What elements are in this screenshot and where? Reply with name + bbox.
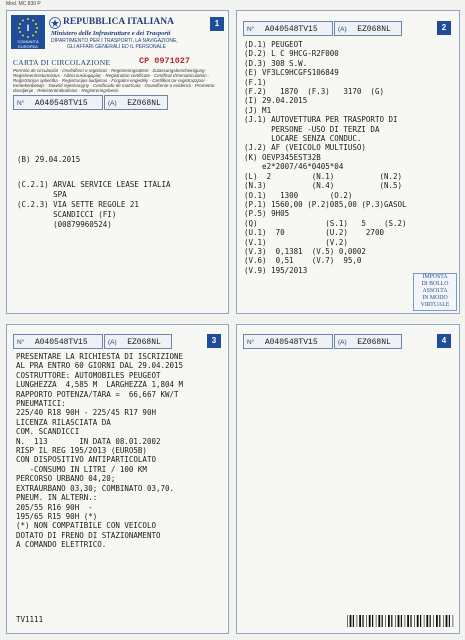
note-line: COM. SCANDICCI <box>16 427 80 437</box>
field-line: PERSONE -USO DI TERZI DA <box>244 124 380 134</box>
barcode-bar <box>449 615 450 627</box>
field-c23-city: SCANDICCI (FI) <box>17 210 117 219</box>
field-line: (D.3) 308 S.W. <box>244 58 308 68</box>
field-line: (J.1) AUTOVETTURA PER TRASPORTO DI <box>244 115 398 125</box>
barcode-bar <box>405 615 406 627</box>
barcode-bar <box>430 615 431 627</box>
barcode-bar <box>372 615 373 627</box>
field-line: (L) 2 (N.1) (N.2) <box>244 171 403 181</box>
field-line: (V.1) (V.2) <box>244 237 348 247</box>
field-b: (B) 29.04.2015 <box>17 155 81 164</box>
doc-number-box <box>243 21 333 36</box>
republic-emblem-icon <box>49 17 61 29</box>
field-c23-code: (00879960524) <box>17 220 112 229</box>
department-line-1: DIPARTIMENTO PER I TRASPORTI, LA NAVIGAZIONE, <box>51 38 178 44</box>
doc-number-label: N° <box>17 100 25 107</box>
note-line: RISP IL REG 195/2013 (EURO5B) <box>16 446 147 456</box>
doc-number-label: N° <box>247 26 255 33</box>
field-line: (O.1) 1300 (O.2) <box>244 190 353 200</box>
barcode-bar <box>453 615 454 627</box>
form-code: Mod. MC 830 P <box>6 1 41 7</box>
notes-block <box>16 352 183 550</box>
note-line: PNEUMATICI: <box>16 399 66 409</box>
barcode-bar <box>357 615 358 627</box>
barcode-bar <box>401 615 402 627</box>
field-line: (F.1) <box>244 77 267 87</box>
eu-letter: I <box>26 23 30 33</box>
field-line: (U.1) 70 (U.2) 2700 <box>244 228 384 238</box>
barcode-bar <box>426 615 428 627</box>
note-line: CON DISPOSITIVO ANTIPARTICOLATO <box>16 455 156 465</box>
doc-number-label: N° <box>247 339 255 346</box>
plate-label: (A) <box>338 339 347 346</box>
field-line: (J.2) AF (VEICOLO MULTIUSO) <box>244 143 366 153</box>
note-line: LUNGHEZZA 4,585 M LARGHEZZA 1,804 M <box>16 380 184 390</box>
document-title: CARTA DI CIRCOLAZIONE <box>13 58 111 67</box>
barcode-bar <box>388 615 390 627</box>
note-line: DOTATO DI FRENO DI STAZIONAMENTO <box>16 530 161 540</box>
barcode-bar <box>385 615 386 627</box>
note-line: -CONSUMO IN LITRI / 100 KM <box>16 464 147 474</box>
barcode-bar <box>410 615 411 627</box>
republic-title: REPUBBLICA ITALIANA <box>63 17 174 27</box>
plate-box <box>104 334 172 349</box>
barcode-bar <box>414 615 415 627</box>
serial-number: CP 0971027 <box>139 56 191 66</box>
note-line: PERCORSO URBANO 04,20; <box>16 474 116 484</box>
note-line: 195/65 R15 90H (*) <box>16 511 98 521</box>
doc-number: A040548TV15 <box>264 25 318 34</box>
note-line: A COMANDO ELETTRICO. <box>16 540 107 550</box>
barcode-bar <box>378 615 380 627</box>
eu-flag <box>11 15 45 49</box>
stamp-line: IN MODO <box>422 295 448 301</box>
vehicle-fields <box>244 40 407 275</box>
barcode-bar <box>362 615 363 627</box>
doc-number-box <box>13 95 103 110</box>
multilingual-fine-print: Permiso de circulación · Osvědčení o registraci · Registreringsattest · Zulassungsbescheinigung · Registreerimistunnistus · Άδεια κυκλοφορίας · Registration certificate · Certificat d'immatriculation · Reģistrācijas apliecība · Registracijos liudijimas · Forgalmi engedély · Certifikat tar-reġistrazzjoni · Kentekenbewijs · Dowód rejestracyjny · Certificado de matrícula · Osvedčenie o evidencii · Prometno dovoljenje · Rekisteröintitodistus · Registreringsbevis <box>13 68 215 93</box>
plate-number: EZ068NL <box>357 338 391 347</box>
field-line: (P.1) 1560,00 (P.2)085,00 (P.3)GASOL <box>244 199 407 209</box>
doc-number: A040548TV15 <box>264 338 318 347</box>
barcode <box>347 615 455 627</box>
field-line: (V.3) 0,1381 (V.5) 0,0002 <box>244 246 366 256</box>
plate-box <box>334 334 402 349</box>
barcode-bar <box>382 615 383 627</box>
plate-number: EZ068NL <box>357 25 391 34</box>
field-line: (K) OEVP345EST32B <box>244 152 321 162</box>
barcode-bar <box>350 615 352 627</box>
barcode-bar <box>443 615 444 627</box>
stamp-line: VIRTUALE <box>420 302 450 308</box>
field-line: (D.1) PEUGEOT <box>244 40 303 49</box>
panel-number-1: 1 <box>210 17 224 31</box>
barcode-bar <box>353 615 354 627</box>
plate-label: (A) <box>108 100 117 107</box>
panel-number-3: 3 <box>207 334 221 348</box>
barcode-bar <box>446 615 448 627</box>
barcode-bar <box>407 615 409 627</box>
doc-number: A040548TV15 <box>34 99 88 108</box>
field-line: (P.5) 9H05 <box>244 209 290 219</box>
barcode-bar <box>439 615 440 627</box>
field-line: (I) 29.04.2015 <box>244 96 308 106</box>
field-line: (Q) (S.1) 5 (S.2) <box>244 218 407 228</box>
field-line: e2*2007/46*0405*04 <box>244 162 344 172</box>
note-line: PRESENTARE LA RICHIESTA DI ISCRIZIONE <box>16 352 184 361</box>
barcode-bar <box>366 615 367 627</box>
doc-number-label: N° <box>17 339 25 346</box>
field-c23: (C.2.3) VIA SETTE REGOLE 21 <box>17 200 139 209</box>
plate-number: EZ068NL <box>127 338 161 347</box>
plate-box <box>104 95 168 110</box>
doc-number-box <box>13 334 103 349</box>
note-line: PNEUM. IN ALTERN.: <box>16 493 98 503</box>
plate-label: (A) <box>338 26 347 33</box>
barcode-bar <box>369 615 371 627</box>
barcode-bar <box>436 615 438 627</box>
barcode-bar <box>376 615 377 627</box>
panel-4 <box>236 324 460 634</box>
eu-label: COMUNITÀ EUROPEA <box>17 39 39 49</box>
plate-number: EZ068NL <box>127 99 161 108</box>
barcode-bar <box>391 615 392 627</box>
note-line: EXTRAURBANO 03,30; COMBINATO 03,70. <box>16 483 175 493</box>
panel-number-2: 2 <box>437 21 451 35</box>
barcode-bar <box>433 615 434 627</box>
note-line: 225/40 R18 90H - 225/45 R17 90H <box>16 408 156 418</box>
note-line: LICENZA RILASCIATA DA <box>16 417 111 427</box>
tax-stamp <box>413 273 457 311</box>
plate-box <box>334 21 402 36</box>
barcode-bar <box>347 615 348 627</box>
field-line: LOCARE SENZA CONDUC. <box>244 134 362 144</box>
stamp-line: DI BOLLO <box>421 281 449 287</box>
ministry-title: Ministero delle Infrastrutture e dei Trasporti <box>51 30 171 37</box>
note-line: N. 113 IN DATA 08.01.2002 <box>16 436 161 446</box>
barcode-bar <box>395 615 396 627</box>
field-line: (E) VF3LC9HCGFS106849 <box>244 68 339 78</box>
department-line-2: GLI AFFARI GENERALI ED IL PERSONALE <box>67 44 167 50</box>
note-line: 205/55 R16 90H - <box>16 502 93 512</box>
note-line: COSTRUTTORE: AUTOMOBILES PEUGEOT <box>16 370 161 380</box>
panel-3 <box>6 324 229 634</box>
barcode-bar <box>359 615 361 627</box>
doc-number: A040548TV15 <box>34 338 88 347</box>
panel-2 <box>236 10 460 314</box>
stamp-line: ASSOLTA <box>422 288 448 294</box>
note-line: RAPPORTO POTENZA/TARA = 66,667 KW/T <box>16 389 179 399</box>
field-line: (N.3) (N.4) (N.5) <box>244 181 403 191</box>
panel-number-4: 4 <box>437 334 451 348</box>
barcode-bar <box>417 615 419 627</box>
note-line: AL PRA ENTRO 60 GIORNI DAL 29.04.2015 <box>16 361 184 371</box>
barcode-bar <box>424 615 425 627</box>
field-line: (D.2) L C 9HCG-R2F000 <box>244 49 339 59</box>
panel-1 <box>6 10 229 314</box>
field-line: (V.9) 195/2013 <box>244 265 308 275</box>
field-c21: (C.2.1) ARVAL SERVICE LEASE ITALIA <box>17 180 171 189</box>
field-c21-cont: SPA <box>17 190 67 199</box>
note-line: (*) NON COMPATIBILE CON VEICOLO <box>16 521 156 531</box>
doc-number-box <box>243 334 333 349</box>
barcode-bar <box>398 615 400 627</box>
barcode-bar <box>420 615 421 627</box>
field-line: (F.2) 1870 (F.3) 3170 (G) <box>244 87 384 97</box>
footer-code: TV1111 <box>16 615 44 624</box>
field-line: (V.6) 0,51 (V.7) 95,0 <box>244 256 362 266</box>
plate-label: (A) <box>108 339 117 346</box>
stamp-line: IMPOSTA <box>422 274 448 280</box>
field-line: (J) M1 <box>244 105 272 115</box>
